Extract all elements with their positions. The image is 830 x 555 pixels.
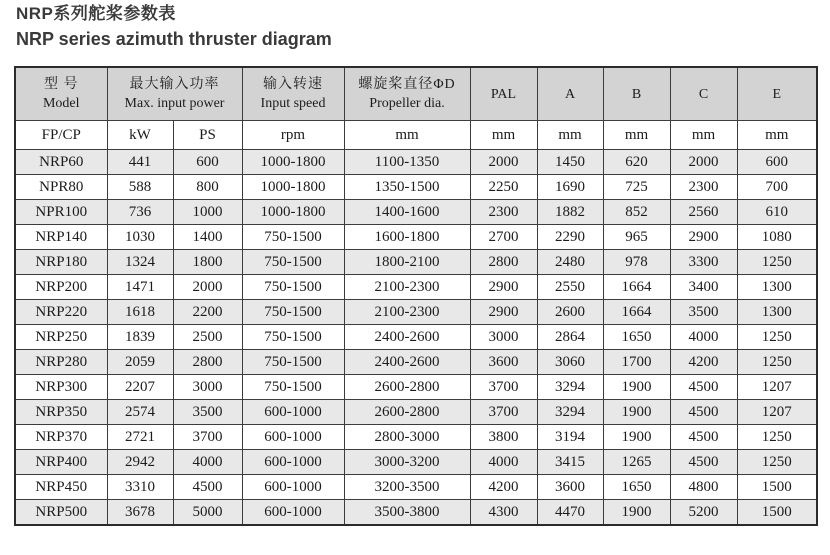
model-cell: NRP140: [15, 225, 107, 250]
value-cell: 4800: [670, 475, 737, 500]
value-cell: 2100-2300: [344, 275, 470, 300]
value-cell: 4000: [670, 325, 737, 350]
col-header-input-speed: [242, 67, 344, 121]
col-header-power-en: Max. input power: [124, 96, 225, 111]
table-row: [15, 350, 817, 375]
col-header-model-en: Model: [42, 96, 80, 111]
model-cell: NPR80: [15, 175, 107, 200]
table-row: [15, 250, 817, 275]
model-cell: NRP250: [15, 325, 107, 350]
value-cell: 3000-3200: [344, 450, 470, 475]
col-header-a: A: [537, 67, 603, 121]
units-row: [15, 121, 817, 150]
value-cell: 1250: [737, 350, 817, 375]
value-cell: 2400-2600: [344, 325, 470, 350]
model-cell: NRP500: [15, 500, 107, 526]
table-row: [15, 175, 817, 200]
value-cell: 600-1000: [242, 400, 344, 425]
thruster-parameter-table: [14, 66, 818, 526]
table-row: [15, 425, 817, 450]
unit-cell: kW: [107, 121, 173, 150]
value-cell: 1700: [603, 350, 670, 375]
table-row: [15, 375, 817, 400]
col-header-model: [15, 67, 107, 121]
value-cell: 3700: [470, 375, 537, 400]
unit-cell: mm: [603, 121, 670, 150]
value-cell: 4200: [470, 475, 537, 500]
value-cell: 1900: [603, 375, 670, 400]
value-cell: 2207: [107, 375, 173, 400]
value-cell: 750-1500: [242, 325, 344, 350]
value-cell: 620: [603, 150, 670, 175]
value-cell: 3194: [537, 425, 603, 450]
value-cell: 4300: [470, 500, 537, 526]
value-cell: 1900: [603, 425, 670, 450]
value-cell: 725: [603, 175, 670, 200]
value-cell: 3000: [173, 375, 242, 400]
col-header-speed-zh: 输入转速: [263, 77, 323, 92]
value-cell: 3300: [670, 250, 737, 275]
value-cell: 800: [173, 175, 242, 200]
value-cell: 3500-3800: [344, 500, 470, 526]
table-row: [15, 300, 817, 325]
model-cell: NRP180: [15, 250, 107, 275]
value-cell: 2250: [470, 175, 537, 200]
value-cell: 2574: [107, 400, 173, 425]
value-cell: 1400: [173, 225, 242, 250]
table-row: [15, 225, 817, 250]
value-cell: 2800: [470, 250, 537, 275]
value-cell: 3294: [537, 400, 603, 425]
value-cell: 1324: [107, 250, 173, 275]
col-header-propeller-dia: [344, 67, 470, 121]
value-cell: 2900: [470, 275, 537, 300]
value-cell: 4200: [670, 350, 737, 375]
value-cell: 750-1500: [242, 250, 344, 275]
value-cell: 2900: [670, 225, 737, 250]
model-cell: NRP370: [15, 425, 107, 450]
value-cell: 1000-1800: [242, 175, 344, 200]
value-cell: 2721: [107, 425, 173, 450]
model-cell: NRP450: [15, 475, 107, 500]
value-cell: 4000: [173, 450, 242, 475]
table-row: [15, 400, 817, 425]
value-cell: 2290: [537, 225, 603, 250]
col-header-max-input-power: [107, 67, 242, 121]
value-cell: 965: [603, 225, 670, 250]
col-header-power-zh: 最大输入功率: [129, 77, 220, 92]
value-cell: 1664: [603, 300, 670, 325]
value-cell: 2550: [537, 275, 603, 300]
value-cell: 1030: [107, 225, 173, 250]
value-cell: 1250: [737, 325, 817, 350]
value-cell: 1690: [537, 175, 603, 200]
value-cell: 1000-1800: [242, 150, 344, 175]
unit-cell: mm: [537, 121, 603, 150]
value-cell: 3600: [537, 475, 603, 500]
value-cell: 2100-2300: [344, 300, 470, 325]
value-cell: 4500: [173, 475, 242, 500]
value-cell: 2000: [670, 150, 737, 175]
value-cell: 1207: [737, 375, 817, 400]
value-cell: 2200: [173, 300, 242, 325]
value-cell: 750-1500: [242, 375, 344, 400]
value-cell: 441: [107, 150, 173, 175]
model-cell: NRP60: [15, 150, 107, 175]
value-cell: 3500: [173, 400, 242, 425]
value-cell: 3678: [107, 500, 173, 526]
value-cell: 2600-2800: [344, 375, 470, 400]
value-cell: 1000-1800: [242, 200, 344, 225]
value-cell: 3310: [107, 475, 173, 500]
value-cell: 2059: [107, 350, 173, 375]
value-cell: 2000: [173, 275, 242, 300]
value-cell: 4500: [670, 450, 737, 475]
value-cell: 2864: [537, 325, 603, 350]
value-cell: 2600: [537, 300, 603, 325]
value-cell: 1800-2100: [344, 250, 470, 275]
value-cell: 1265: [603, 450, 670, 475]
value-cell: 750-1500: [242, 350, 344, 375]
value-cell: 3415: [537, 450, 603, 475]
value-cell: 2800-3000: [344, 425, 470, 450]
value-cell: 750-1500: [242, 225, 344, 250]
value-cell: 3060: [537, 350, 603, 375]
col-header-b: B: [603, 67, 670, 121]
value-cell: 1650: [603, 325, 670, 350]
value-cell: 4000: [470, 450, 537, 475]
model-cell: NRP200: [15, 275, 107, 300]
model-cell: NRP280: [15, 350, 107, 375]
value-cell: 1900: [603, 500, 670, 526]
value-cell: 610: [737, 200, 817, 225]
col-header-c: C: [670, 67, 737, 121]
value-cell: 1882: [537, 200, 603, 225]
value-cell: 2400-2600: [344, 350, 470, 375]
value-cell: 3700: [173, 425, 242, 450]
value-cell: 700: [737, 175, 817, 200]
col-header-pal: PAL: [470, 67, 537, 121]
value-cell: 3294: [537, 375, 603, 400]
value-cell: 3200-3500: [344, 475, 470, 500]
value-cell: 3700: [470, 400, 537, 425]
unit-cell: PS: [173, 121, 242, 150]
table-row: [15, 150, 817, 175]
table-row: [15, 475, 817, 500]
value-cell: 600-1000: [242, 425, 344, 450]
value-cell: 3800: [470, 425, 537, 450]
value-cell: 1450: [537, 150, 603, 175]
value-cell: 1839: [107, 325, 173, 350]
page-title-en: NRP series azimuth thruster diagram: [16, 29, 332, 49]
value-cell: 4500: [670, 400, 737, 425]
table-body: [15, 150, 817, 526]
value-cell: 852: [603, 200, 670, 225]
col-header-prop-zh: 螺旋桨直径ΦD: [358, 77, 456, 92]
value-cell: 2300: [470, 200, 537, 225]
value-cell: 2700: [470, 225, 537, 250]
value-cell: 600: [737, 150, 817, 175]
value-cell: 600-1000: [242, 475, 344, 500]
page-titles: [16, 1, 332, 52]
value-cell: 1664: [603, 275, 670, 300]
value-cell: 1080: [737, 225, 817, 250]
value-cell: 750-1500: [242, 300, 344, 325]
value-cell: 4470: [537, 500, 603, 526]
value-cell: 600-1000: [242, 500, 344, 526]
value-cell: 5200: [670, 500, 737, 526]
page-title-zh: NRP系列舵桨参数表: [16, 4, 176, 23]
value-cell: 1650: [603, 475, 670, 500]
model-cell: NRP350: [15, 400, 107, 425]
value-cell: 2560: [670, 200, 737, 225]
value-cell: 750-1500: [242, 275, 344, 300]
unit-cell: mm: [344, 121, 470, 150]
value-cell: 2480: [537, 250, 603, 275]
value-cell: 2300: [670, 175, 737, 200]
value-cell: 1500: [737, 475, 817, 500]
value-cell: 5000: [173, 500, 242, 526]
table-row: [15, 325, 817, 350]
value-cell: 4500: [670, 425, 737, 450]
model-cell: NPR100: [15, 200, 107, 225]
value-cell: 1600-1800: [344, 225, 470, 250]
table-row: [15, 500, 817, 526]
col-header-e: E: [737, 67, 817, 121]
unit-cell: FP/CP: [15, 121, 107, 150]
value-cell: 1250: [737, 450, 817, 475]
table-row: [15, 200, 817, 225]
col-header-model-zh: 型 号: [44, 77, 79, 92]
value-cell: 4500: [670, 375, 737, 400]
value-cell: 1250: [737, 425, 817, 450]
value-cell: 2900: [470, 300, 537, 325]
value-cell: 2800: [173, 350, 242, 375]
value-cell: 1100-1350: [344, 150, 470, 175]
value-cell: 1300: [737, 275, 817, 300]
value-cell: 1400-1600: [344, 200, 470, 225]
value-cell: 1207: [737, 400, 817, 425]
value-cell: 600-1000: [242, 450, 344, 475]
value-cell: 3600: [470, 350, 537, 375]
col-header-speed-en: Input speed: [260, 96, 326, 111]
value-cell: 600: [173, 150, 242, 175]
unit-cell: mm: [470, 121, 537, 150]
model-cell: NRP300: [15, 375, 107, 400]
value-cell: 1618: [107, 300, 173, 325]
value-cell: 3500: [670, 300, 737, 325]
table-row: [15, 275, 817, 300]
value-cell: 2000: [470, 150, 537, 175]
model-cell: NRP220: [15, 300, 107, 325]
header-row: [15, 67, 817, 121]
value-cell: 1350-1500: [344, 175, 470, 200]
value-cell: 2942: [107, 450, 173, 475]
value-cell: 1250: [737, 250, 817, 275]
value-cell: 2500: [173, 325, 242, 350]
value-cell: 1300: [737, 300, 817, 325]
value-cell: 2600-2800: [344, 400, 470, 425]
value-cell: 1900: [603, 400, 670, 425]
value-cell: 3400: [670, 275, 737, 300]
value-cell: 1800: [173, 250, 242, 275]
value-cell: 978: [603, 250, 670, 275]
col-header-prop-en: Propeller dia.: [369, 96, 445, 111]
value-cell: 1471: [107, 275, 173, 300]
unit-cell: rpm: [242, 121, 344, 150]
value-cell: 736: [107, 200, 173, 225]
value-cell: 1500: [737, 500, 817, 526]
unit-cell: mm: [737, 121, 817, 150]
table-row: [15, 450, 817, 475]
value-cell: 588: [107, 175, 173, 200]
value-cell: 3000: [470, 325, 537, 350]
unit-cell: mm: [670, 121, 737, 150]
value-cell: 1000: [173, 200, 242, 225]
model-cell: NRP400: [15, 450, 107, 475]
